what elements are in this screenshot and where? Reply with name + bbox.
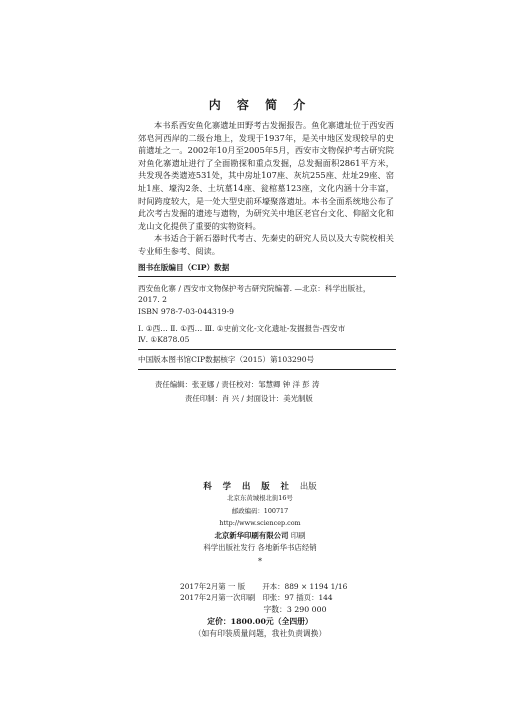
quality-note: （如有印装质量问题，我社负责调换） <box>193 629 327 638</box>
printer-suffix: 印刷 <box>290 530 306 540</box>
distribution-line: 科学出版社发行 各地新华书店经销 <box>203 543 317 553</box>
specs-row-2 <box>180 592 380 603</box>
cip-title: 图书在版编目（CIP）数据 <box>138 262 396 277</box>
cip-line-isbn: ISBN 978-7-03-044319-9 <box>138 306 234 316</box>
publisher-address: 北京东黄城根北街16号 <box>227 494 293 503</box>
printer-name: 北京新华印刷有限公司 <box>214 530 289 540</box>
price-value: 1800.00元（全四册） <box>230 617 313 626</box>
credits-editors: 责任编辑：张亚娜 / 责任校对：邹慧卿 钟 洋 彭 涛 <box>155 380 320 389</box>
cip-block <box>138 262 396 370</box>
printer-line <box>0 530 520 542</box>
cip-record <box>138 277 396 345</box>
sheets-text: 印张：97 插页：144 <box>262 593 333 603</box>
summary-paragraph-1: 本书系西安鱼化寨遗址田野考古发掘报告。鱼化寨遗址位于西安西郊皂河西岸的二级台地上，发现于1937年，是关中地区发现较早的史前遗址之一。2002年10月至2005年5月，西安市文物保护考古研究院对鱼化寨遗址进行了全面勘探和重点发掘，总发掘面积2861平方米，共发现各类遗迹531处，其中房址107座、灰坑255座、灶址29座、窑址1座、壕沟2条、土坑墓14座、瓮棺墓123座，文化内涵十分丰富，时间跨度较大，是一处大型史前环壕聚落遗址。本书全面系统地公布了此次考古发掘的遗迹与遗物，为研究关中地区老官台文化、仰韶文化和龙山文化提供了重要的实物资料。 <box>138 120 394 231</box>
summary-paragraph-2: 本书适合于新石器时代考古、先秦史的研究人员以及大专院校相关专业师生参考、阅读。 <box>138 233 394 256</box>
cip-line-class-number: Ⅳ. ①K878.05 <box>138 335 190 345</box>
cip-line-classification: Ⅰ. ①西… Ⅱ. ①西… Ⅲ. ①史前文化-文化遗址-发掘报告-西安市 <box>138 323 346 333</box>
edition-specs <box>180 581 380 604</box>
summary-text <box>138 119 394 258</box>
price-label: 定价： <box>207 617 231 626</box>
format-text: 开本：889 × 1194 1/16 <box>262 582 348 591</box>
specs-row-1 <box>180 581 380 592</box>
price-line <box>0 616 520 628</box>
summary-heading: 内 容 简 介 <box>208 98 312 112</box>
publisher-name-suffix: 出版 <box>299 481 317 491</box>
editorial-credits <box>155 378 375 406</box>
edition-text: 2017年2月第 一 版 <box>180 582 246 591</box>
publisher-postcode: 邮政编码：100717 <box>231 506 289 515</box>
cip-line-year: 2017. 2 <box>138 295 167 305</box>
publisher-website: http://www.sciencep.com <box>219 519 301 528</box>
publisher-block <box>0 480 520 571</box>
star-separator: * <box>258 557 262 567</box>
credits-production: 责任印制：肖 兴 / 封面设计：美光制版 <box>185 394 313 403</box>
price-block <box>0 604 520 640</box>
wordcount-text: 字数：3 290 000 <box>263 605 327 614</box>
cip-line-check-number: 中国版本图书馆CIP数据核字（2015）第103290号 <box>138 349 396 370</box>
publisher-name-line <box>0 480 520 492</box>
cip-line-title: 西安鱼化寨 / 西安市文物保护考古研究院编著. —北京：科学出版社， <box>138 284 371 294</box>
publisher-name: 科 学 出 版 社 <box>203 481 293 491</box>
printing-text: 2017年2月第一次印刷 <box>180 593 256 603</box>
